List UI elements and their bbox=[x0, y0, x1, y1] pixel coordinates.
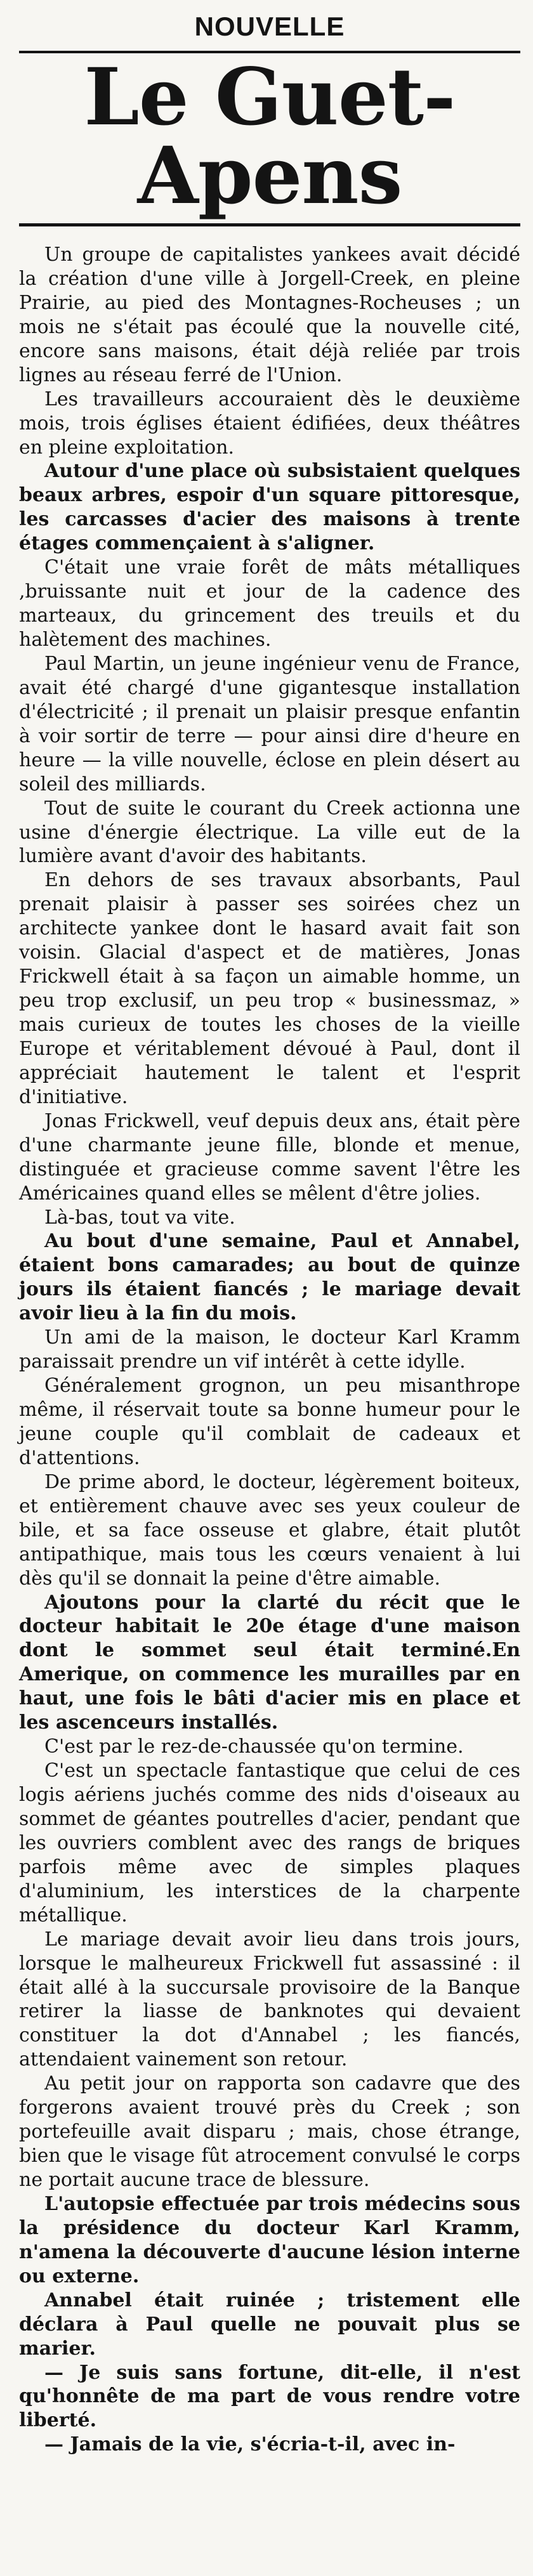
title-block bbox=[19, 51, 520, 226]
paragraph: Le mariage devait avoir lieu dans trois jours, lorsque le malheureux Frickwell fut assassiné : il était allé à la succursale provisoire de la Banque retirer la liasse de banknotes qui devaient constituer la dot d'Annabel ; les fiancés, attendaient vainement son retour. bbox=[19, 1928, 520, 2071]
paragraph: Annabel était ruinée ; tristement elle déclara à Paul quelle ne pouvait plus se marier. bbox=[19, 2289, 520, 2360]
paragraph: Jonas Frickwell, veuf depuis deux ans, était père d'une charmante jeune fille, blonde et menue, distinguée et gracieuse comme savent l'être les Américaines quand elles se mêlent d'être jolies. bbox=[19, 1109, 520, 1205]
paragraph: Là-bas, tout va vite. bbox=[44, 1206, 235, 1229]
paragraph: Un ami de la maison, le docteur Karl Kramm paraissait prendre un vif intérêt à cette idylle. bbox=[19, 1326, 520, 1373]
paragraph: Au petit jour on rapporta son cadavre que des forgerons avaient trouvé près du Creek ; son portefeuille avait disparu ; mais, chose étrange, bien que le visage fût atrocement convulsé le corps ne portait aucune trace de blessure. bbox=[19, 2072, 520, 2191]
paragraph: C'est un spectacle fantastique que celui de ces logis aériens juchés comme des nids d'oiseaux au sommet de géantes poutrelles d'acier, pendant que les ouvriers comblent avec des rangs de briques parfois même avec de simples plaques d'aluminium, les interstices de la charpente métallique. bbox=[19, 1760, 520, 1926]
paragraph: De prime abord, le docteur, légèrement boiteux, et entièrement chauve avec ses yeux couleur de bile, et sa face osseuse et glabre, était plutôt antipathique, mais tous les cœurs venaient à lui dès qu'il se donnait la peine d'être aimable. bbox=[19, 1470, 520, 1590]
paragraph: — Je suis sans fortune, dit-elle, il n'est qu'honnête de ma part de vous rendre votre liberté. bbox=[19, 2361, 520, 2432]
paragraph: L'autopsie effectuée par trois médecins sous la présidence du docteur Karl Kramm, n'amena la découverte d'aucune lésion interne ou externe. bbox=[19, 2192, 520, 2287]
paragraph: — Jamais de la vie, s'écria-t-il, avec in- bbox=[44, 2433, 456, 2456]
paragraph: En dehors de ses travaux absorbants, Paul prenait plaisir à passer ses soirées chez un architecte yankee dont le hasard avait fait son voisin. Glacial d'aspect et de matières, Jonas Frickwell était à sa façon un aimable homme, un peu trop exclusif, un peu trop « businessmaz, » mais curieux de toutes les choses de la vieille Europe et véritablement dévoué à Paul, dont il appréciait hautement le talent et l'esprit d'initiative. bbox=[19, 869, 520, 1108]
paragraph: Un groupe de capitalistes yankees avait décidé la création d'une ville à Jorgell-Creek, en pleine Prairie, au pied des Montagnes-Rocheuses ; un mois ne s'était pas écoulé que la nouvelle cité, encore sans maisons, était déjà reliée par trois lignes au réseau ferré de l'Union. bbox=[19, 244, 520, 386]
paragraph: Autour d'une place où subsistaient quelques beaux arbres, espoir d'un square pittoresque, les carcasses d'acier des maisons à trente étages commençaient à s'aligner. bbox=[19, 460, 520, 555]
paragraph: Au bout d'une semaine, Paul et Annabel, étaient bons camarades; au bout de quinze jours ils étaient fiancés ; le mariage devait avoir lieu à la fin du mois. bbox=[19, 1230, 520, 1325]
section-label: NOUVELLE bbox=[194, 11, 345, 41]
paragraph: C'était une vraie forêt de mâts métalliques ,bruissante nuit et jour de la cadence des marteaux, du grincement des treuils et du halètement des machines. bbox=[19, 556, 520, 651]
paragraph: Généralement grognon, un peu misanthrope même, il réservait toute sa bonne humeur pour le jeune couple qu'il comblait de cadeaux et d'attentions. bbox=[19, 1375, 520, 1469]
article-body bbox=[19, 243, 520, 2457]
paragraph: C'est par le rez-de-chaussée qu'on termine. bbox=[44, 1736, 464, 1758]
paragraph: Les travailleurs accouraient dès le deuxième mois, trois églises étaient édifiées, deux théâtres en pleine exploitation. bbox=[19, 388, 520, 459]
paragraph: Tout de suite le courant du Creek actionna une usine d'énergie électrique. La ville eut de la lumière avant d'avoir des habitants. bbox=[19, 797, 520, 868]
paragraph: Paul Martin, un jeune ingénieur venu de France, avait été chargé d'une gigantesque installation d'électricité ; il prenait un plaisir presque enfantin à voir sortir de terre — pour ainsi dire d'heure en heure — la ville nouvelle, éclose en plein désert au soleil des milliards. bbox=[19, 652, 520, 795]
story-title: Le Guet-Apens bbox=[84, 51, 456, 222]
paragraph: Ajoutons pour la clarté du récit que le docteur habitait le 20e étage d'une maison dont le sommet seul était terminé.En Amerique, on commence les murailles par en haut, une fois le bâti d'acier mis en place et les ascenceurs installés. bbox=[19, 1591, 520, 1734]
